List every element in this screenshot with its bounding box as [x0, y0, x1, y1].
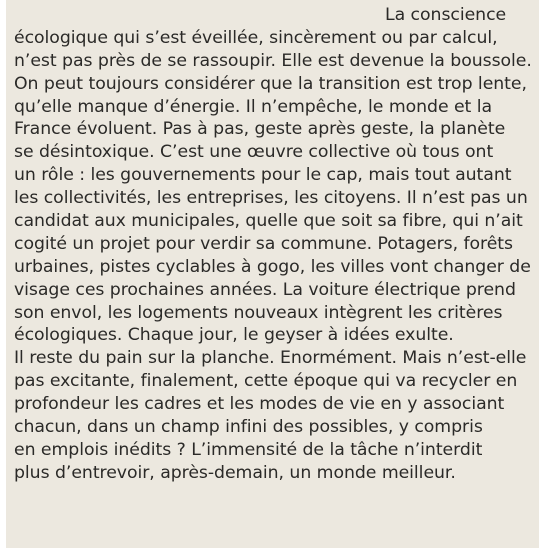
article-line: un rôle : les gouvernements pour le cap, mais tout autant [14, 165, 512, 186]
article-line: pas excitante, finalement, cette époque qui va recycler en [14, 371, 518, 392]
article-line: écologiques. Chaque jour, le geyser à idées exulte. [14, 325, 454, 346]
article-line: France évoluent. Pas à pas, geste après geste, la planète [14, 119, 506, 140]
article-line: se désintoxique. C’est une œuvre collective où tous ont [14, 142, 494, 163]
article-line: plus d’entrevoir, après-demain, un monde meilleur. [14, 462, 456, 483]
article-panel [6, 0, 539, 548]
article-line: son envol, les logements nouveaux intègrent les critères [14, 302, 503, 323]
article-line: n’est pas près de se rassoupir. Elle est devenue la boussole. [14, 50, 532, 71]
article-line: profondeur les cadres et les modes de vie en y associant [14, 394, 505, 415]
article-line: urbaines, pistes cyclables à gogo, les villes vont changer de [14, 256, 531, 277]
article-line: Il reste du pain sur la planche. Enormément. Mais n’est-elle [14, 348, 527, 369]
article-line: visage ces prochaines années. La voiture électrique prend [14, 279, 516, 300]
article-line: candidat aux municipales, quelle que soit sa fibre, qui n’ait [14, 211, 523, 232]
article-line: écologique qui s’est éveillée, sincèrement ou par calcul, [14, 27, 498, 48]
article-line: On peut toujours considérer que la transition est trop lente, [14, 73, 527, 94]
article-line: en emplois inédits ? L’immensité de la tâche n’interdit [14, 439, 483, 460]
article-line: les collectivités, les entreprises, les citoyens. Il n’est pas un [14, 188, 528, 209]
article-line: La conscience [385, 5, 507, 25]
article-text [14, 4, 534, 485]
article-line: cogité un projet pour verdir sa commune. Potagers, forêts [14, 233, 513, 254]
article-line: chacun, dans un champ infini des possibles, y compris [14, 417, 483, 438]
article-line: qu’elle manque d’énergie. Il n’empêche, le monde et la [14, 96, 493, 117]
